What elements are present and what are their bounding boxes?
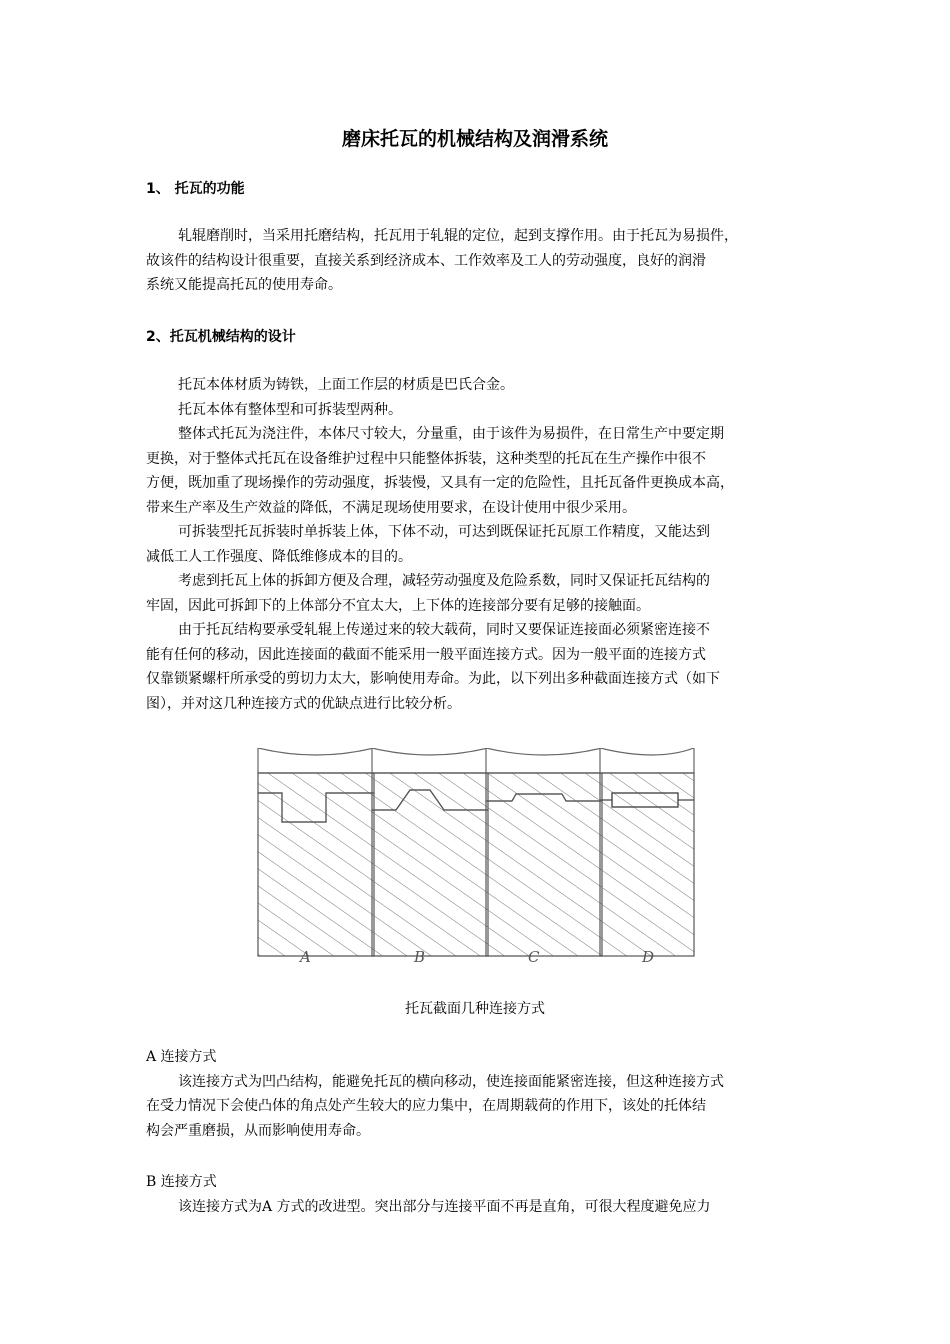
label-b: B [414,948,426,966]
connection-methods-figure [256,748,696,970]
method-b-block [146,1170,814,1219]
text-line: 可拆装型托瓦拆装时单拆装上体，下体不动，可达到既保证托瓦原工作精度，又能达到 [178,524,710,540]
text-line: 轧辊磨削时，当采用托磨结构，托瓦用于轧辊的定位，起到支撑作用。由于托瓦为易损件， [178,228,738,244]
section-b-drawing [372,748,488,956]
section-d-drawing [600,748,694,956]
text-line: 仅靠锁紧螺杆所承受的剪切力太大，影响使用寿命。为此，以下列出多种截面连接方式（如下 [146,671,720,687]
text-line: 整体式托瓦为浇注件，本体尺寸较大，分量重，由于该件为易损件，在日常生产中要定期 [178,426,724,442]
text-line: 故该件的结构设计很重要，直接关系到经济成本、工作效率及工人的劳动强度，良好的润滑 [146,252,706,269]
document-title: 磨床托瓦的机械结构及润滑系统 [341,128,608,150]
label-d: D [642,948,655,966]
text-line: 牢固，因此可拆卸下的上体部分不宜太大，上下体的连接部分要有足够的接触面。 [146,597,650,614]
text-line: 更换，对于整体式托瓦在设备维护过程中只能整体拆装，这种类型的托瓦在生产操作中很不 [146,450,706,467]
label-c: C [528,948,540,966]
section-2-heading: 2、托瓦机械结构的设计 [146,329,296,345]
section-c-drawing [486,748,602,956]
section-1-heading: 1、 托瓦的功能 [146,181,245,197]
section-a-drawing [258,748,374,956]
text-line: 系统又能提高托瓦的使用寿命。 [146,277,342,293]
text-line: 考虑到托瓦上体的拆卸方便及合理，减轻劳动强度及危险系数，同时又保证托瓦结构的 [178,573,710,589]
text-line: 减低工人工作强度、降低维修成本的目的。 [146,548,412,565]
label-a: A [300,948,311,966]
text-line: 在受力情况下会使凸体的角点处产生较大的应力集中，在周期载荷的作用下，该处的托体结 [146,1098,706,1114]
section-1-paragraph [146,224,814,298]
text-line: 该连接方式为A 方式的改进型。突出部分与连接平面不再是直角，可很大程度避免应力 [178,1198,711,1215]
text-line: 带来生产率及生产效益的降低，不满足现场使用要求，在设计使用中很少采用。 [146,499,636,516]
text-line: 托瓦本体材质为铸铁，上面工作层的材质是巴氏合金。 [178,377,514,393]
section-2-body [146,373,814,716]
figure-caption: 托瓦截面几种连接方式 [405,1001,545,1017]
text-line: 托瓦本体有整体型和可拆装型两种。 [178,401,402,418]
text-line: 能有任何的移动，因此连接面的截面不能采用一般平面连接方式。因为一般平面的连接方式 [146,646,706,663]
method-a-block [146,1045,814,1143]
method-b-heading: B 连接方式 [146,1174,217,1190]
method-a-heading: A 连接方式 [146,1049,217,1065]
text-line: 由于托瓦结构要承受轧辊上传递过来的较大载荷，同时又要保证连接面必须紧密连接不 [178,622,710,638]
text-line: 方便，既加重了现场操作的劳动强度，拆装慢，又具有一定的危险性，且托瓦备件更换成本高， [146,475,734,491]
text-line: 构会严重磨损，从而影响使用寿命。 [146,1122,370,1139]
text-line: 该连接方式为凹凸结构，能避免托瓦的横向移动，使连接面能紧密连接，但这种连接方式 [178,1073,724,1090]
text-line: 图），并对这几种连接方式的优缺点进行比较分析。 [146,695,461,712]
